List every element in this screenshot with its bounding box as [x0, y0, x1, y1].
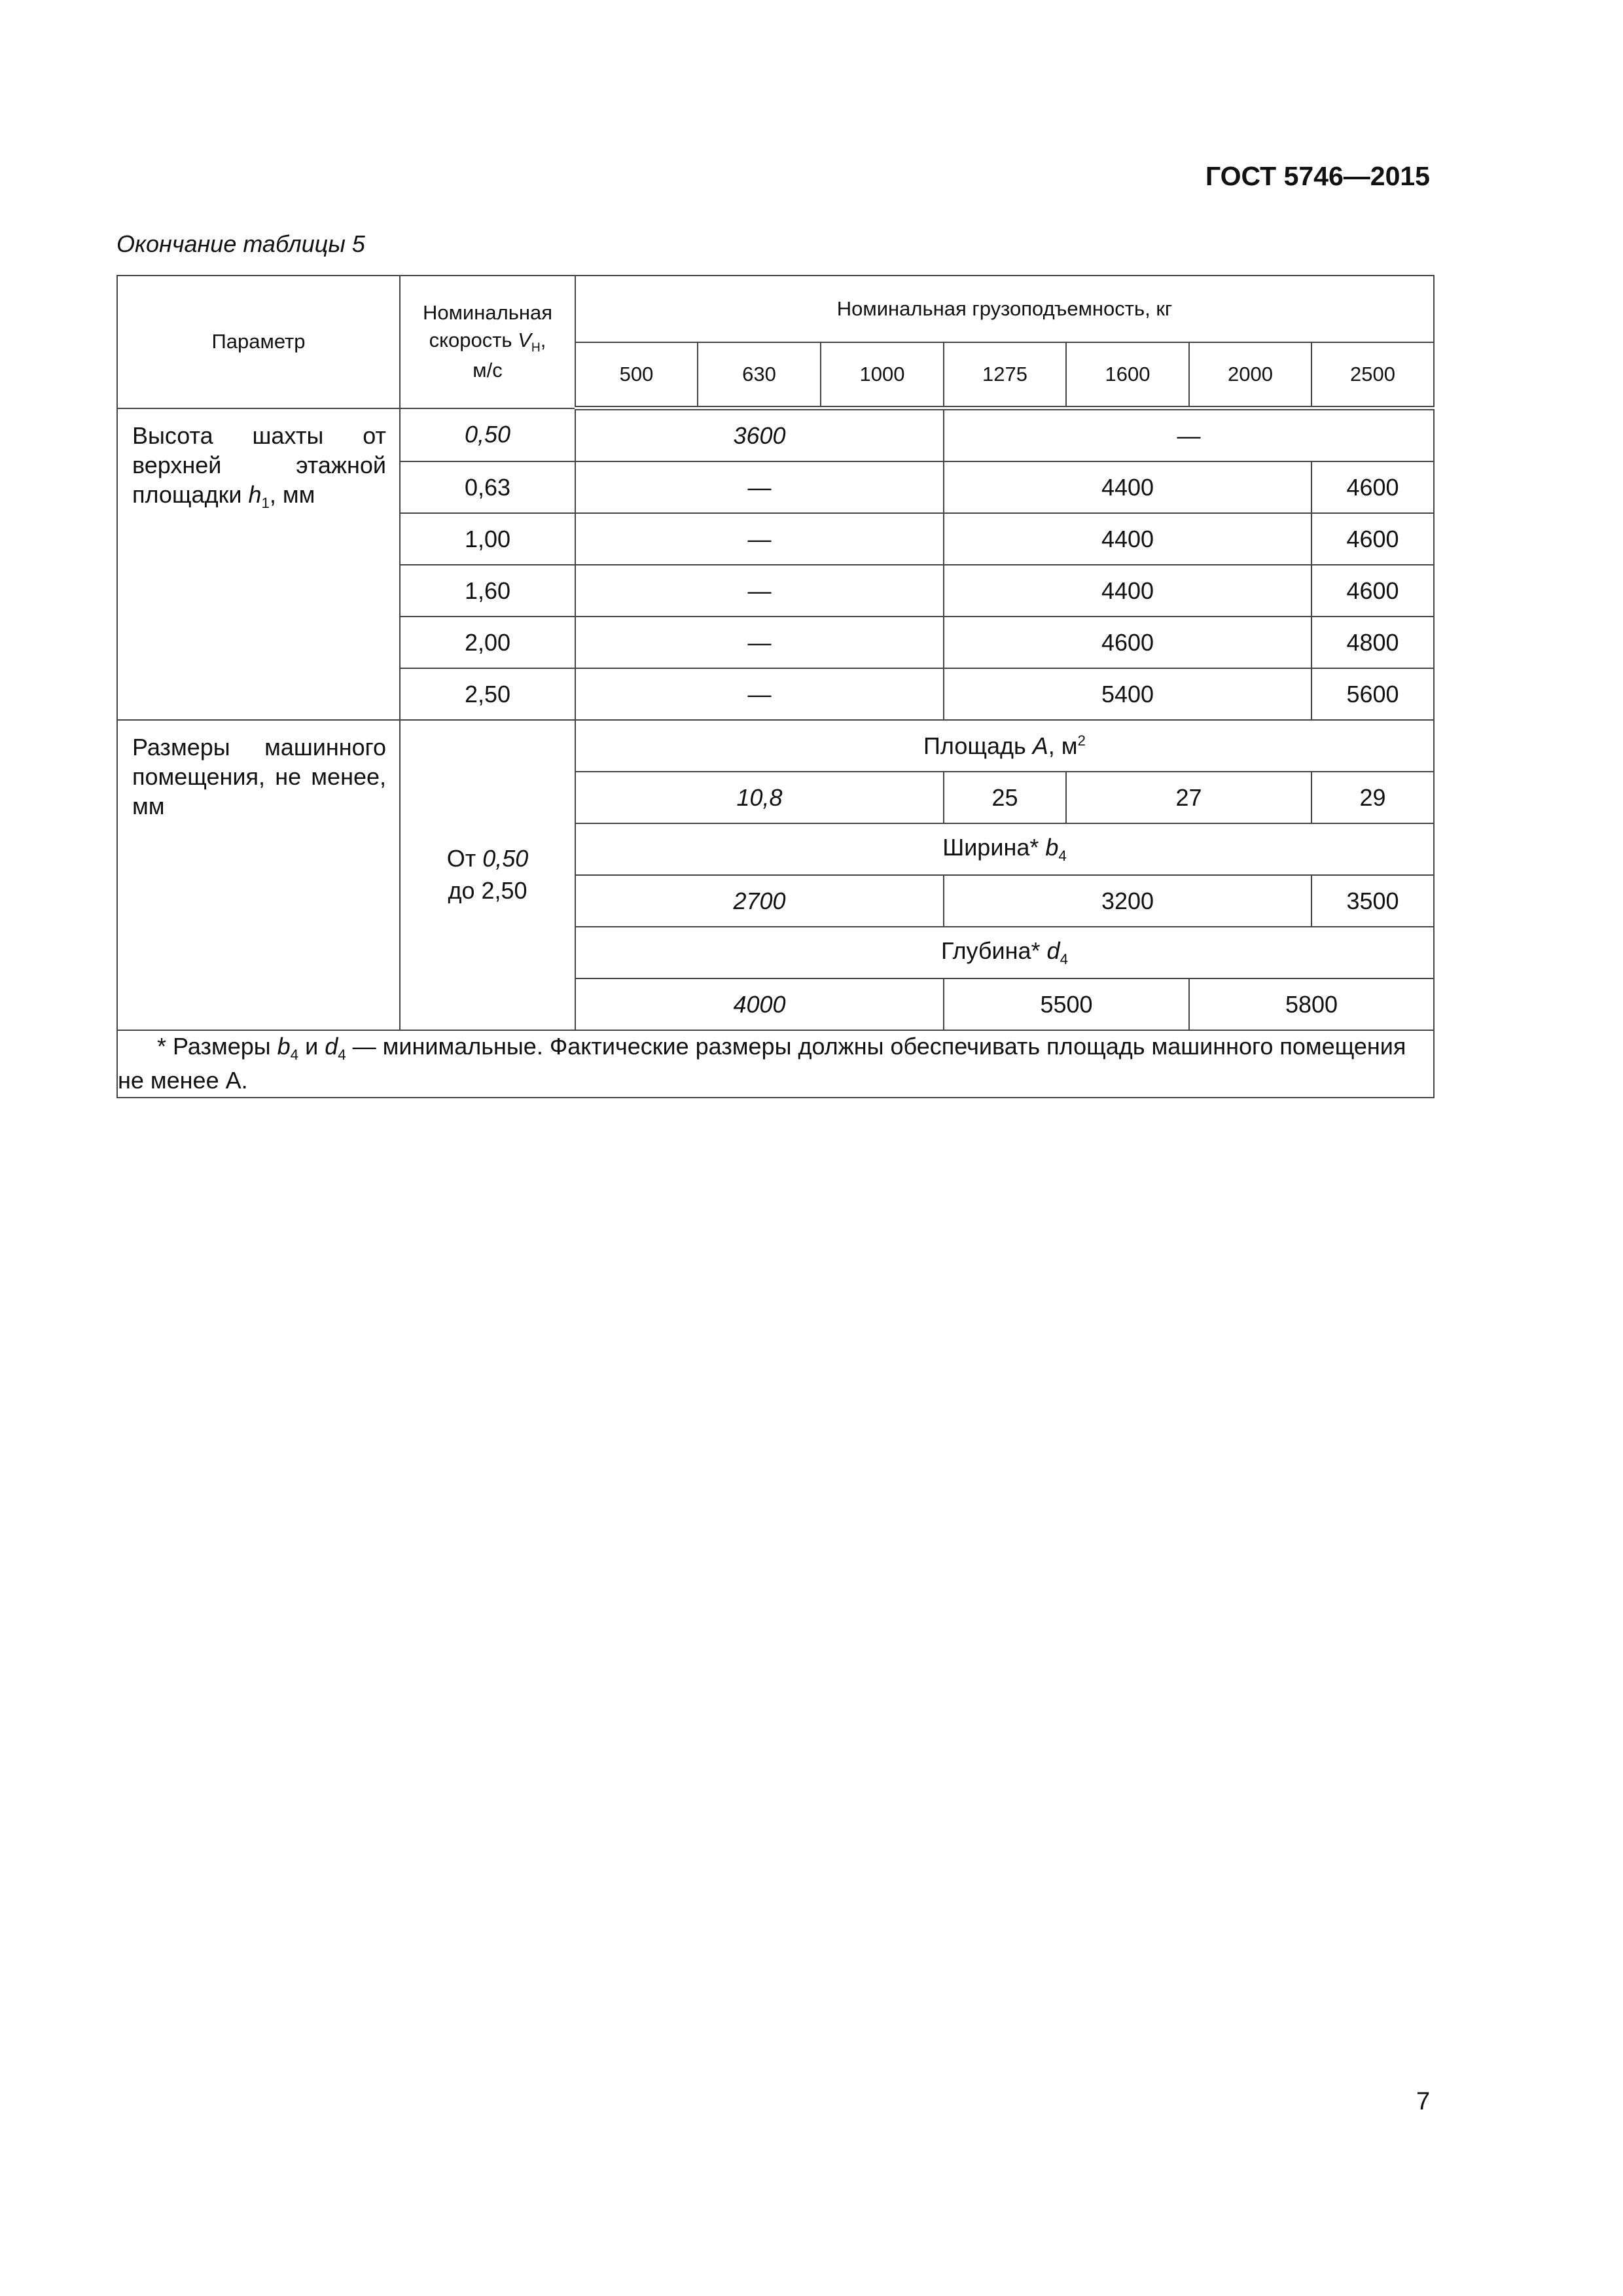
- capacity-500: 500: [575, 342, 698, 408]
- header-speed: [400, 276, 575, 408]
- footnote-d-symbol: d: [325, 1033, 338, 1060]
- depth-symbol: d: [1046, 937, 1060, 964]
- table-cell: 10,8: [575, 772, 944, 823]
- width-header: [575, 823, 1434, 875]
- table-cell: —: [575, 461, 944, 513]
- table-cell: 5600: [1311, 668, 1434, 720]
- param-machine-room: [117, 720, 400, 1030]
- depth-label: Глубина*: [941, 937, 1047, 964]
- table-footnote: [117, 1030, 1434, 1098]
- speed-value: 1,00: [400, 513, 575, 565]
- table-cell: 5400: [944, 668, 1311, 720]
- machine-room-label: Размеры машинного помещения, не менее, мм: [132, 734, 386, 819]
- table-cell: —: [575, 513, 944, 565]
- area-symbol: A: [1032, 732, 1048, 759]
- speed-range-to: до 2,50: [448, 877, 527, 904]
- capacity-2500: 2500: [1311, 342, 1434, 408]
- capacity-2000: 2000: [1189, 342, 1311, 408]
- speed-value: 2,50: [400, 668, 575, 720]
- speed-value: 0,63: [400, 461, 575, 513]
- document-code: ГОСТ 5746—2015: [1205, 161, 1430, 191]
- shaft-height-label: Высота шахты от верхней этажной площадки: [132, 422, 386, 508]
- table-caption: Окончание таблицы 5: [116, 230, 365, 257]
- width-subscript: 4: [1058, 848, 1067, 865]
- area-unit: , м: [1048, 732, 1078, 759]
- table-cell: 4400: [944, 513, 1311, 565]
- area-superscript: 2: [1077, 732, 1086, 749]
- table-cell: 3500: [1311, 875, 1434, 927]
- capacity-1275: 1275: [944, 342, 1066, 408]
- table-cell: 4600: [1311, 565, 1434, 617]
- speed-subscript: Н: [531, 341, 541, 355]
- capacity-1600: 1600: [1066, 342, 1189, 408]
- speed-value: 1,60: [400, 565, 575, 617]
- width-label: Ширина*: [942, 833, 1046, 861]
- table-cell: 4400: [944, 565, 1311, 617]
- table-cell: 4400: [944, 461, 1311, 513]
- header-parameter: Параметр: [117, 276, 400, 408]
- footnote-b-subscript: 4: [290, 1047, 299, 1064]
- table-cell: 4600: [1311, 513, 1434, 565]
- table-cell: —: [944, 408, 1434, 462]
- table-cell: 3200: [944, 875, 1311, 927]
- speed-value: 0,50: [400, 408, 575, 462]
- table-cell: 5800: [1189, 978, 1434, 1030]
- table-cell: 4000: [575, 978, 944, 1030]
- speed-range-from-label: От: [446, 845, 483, 872]
- capacity-1000: 1000: [821, 342, 944, 408]
- speed-range-from: 0,50: [482, 845, 529, 872]
- capacity-630: 630: [698, 342, 821, 408]
- depth-header: [575, 927, 1434, 978]
- header-speed-unit: м/с: [473, 359, 503, 382]
- table-cell: 4800: [1311, 617, 1434, 668]
- table-cell: —: [575, 617, 944, 668]
- table-cell: 2700: [575, 875, 944, 927]
- table-5: [116, 275, 1435, 1098]
- table-cell: 3600: [575, 408, 944, 462]
- shaft-height-subscript: 1: [261, 494, 270, 511]
- shaft-height-unit: , мм: [269, 480, 315, 508]
- table-cell: 4600: [1311, 461, 1434, 513]
- table-cell: 27: [1066, 772, 1311, 823]
- depth-subscript: 4: [1060, 951, 1068, 968]
- width-symbol: b: [1045, 833, 1059, 861]
- table-cell: 25: [944, 772, 1066, 823]
- area-label: Площадь: [923, 732, 1033, 759]
- speed-symbol: V: [518, 329, 531, 352]
- speed-value: 2,00: [400, 617, 575, 668]
- area-header: [575, 720, 1434, 772]
- header-speed-text: Номинальная скорость: [422, 301, 552, 352]
- footnote-text-end: — минимальные. Фактические размеры должны обеспечивать площадь машинного помещения не менее А.: [118, 1033, 1406, 1094]
- table-cell: 5500: [944, 978, 1189, 1030]
- shaft-height-symbol: h: [248, 480, 262, 508]
- footnote-and: и: [298, 1033, 325, 1060]
- footnote-text: * Размеры: [157, 1033, 277, 1060]
- footnote-b-symbol: b: [277, 1033, 291, 1060]
- footnote-d-subscript: 4: [338, 1047, 346, 1064]
- table-cell: —: [575, 565, 944, 617]
- table-cell: 29: [1311, 772, 1434, 823]
- table-cell: 4600: [944, 617, 1311, 668]
- header-speed-comma: ,: [540, 329, 546, 352]
- speed-range: [400, 720, 575, 1030]
- header-capacity: Номинальная грузоподъемность, кг: [575, 276, 1434, 342]
- page-number: 7: [1416, 2088, 1431, 2115]
- param-shaft-height: [117, 408, 400, 721]
- table-cell: —: [575, 668, 944, 720]
